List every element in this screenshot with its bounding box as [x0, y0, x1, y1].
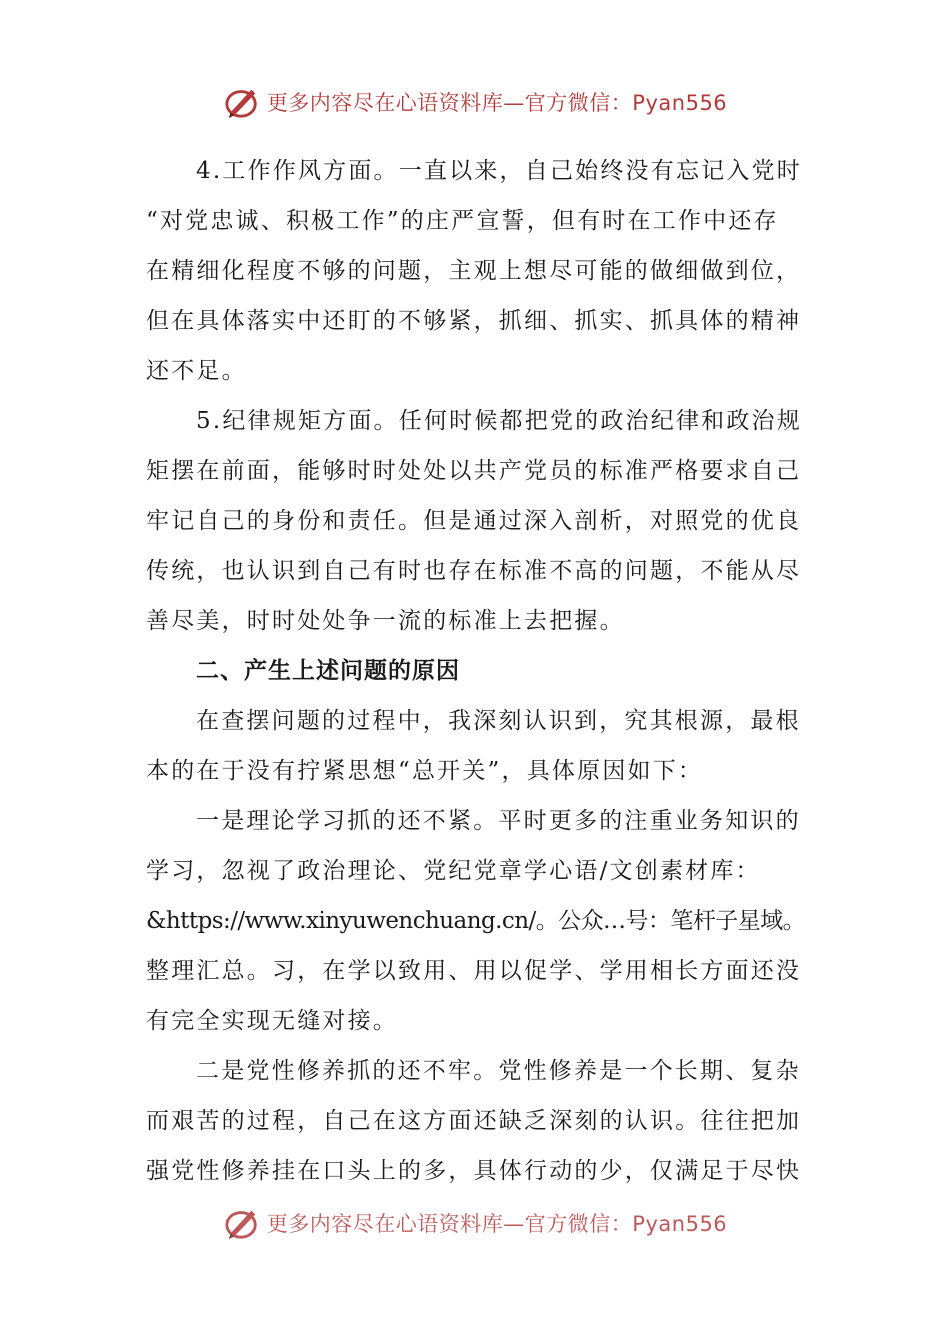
text-line: 善尽美，时时处处争一流的标准上去把握。 [146, 608, 625, 634]
text-line: 强党性修养挂在口头上的多，具体行动的少，仅满足于尽快 [146, 1158, 802, 1184]
watermark-text: 更多内容尽在心语资料库—官方微信：Pyan556 [266, 91, 728, 115]
text-line: 二是党性修养抓的还不牢。党性修养是一个长期、复杂 [196, 1058, 801, 1084]
watermark-banner-top [0, 82, 950, 122]
text-line: 牢记自己的身份和责任。但是通过深入剖析，对照党的优良 [146, 508, 802, 534]
text-line: “对党忠诚、积极工作”的庄严宣誓，但有时在工作中还存 [146, 208, 779, 234]
text-line: 传统，也认识到自己有时也存在标准不高的问题，不能从尽 [146, 558, 802, 584]
text-line: 而艰苦的过程，自己在这方面还缺乏深刻的认识。往往把加 [146, 1108, 802, 1134]
watermark-banner-bottom [0, 1203, 950, 1243]
text-line: 本的在于没有拧紧思想“总开关”，具体原因如下： [146, 758, 704, 784]
text-line: 整理汇总。习，在学以致用、用以促学、学用相长方面还没 [146, 958, 802, 984]
text-line: 在精细化程度不够的问题，主观上想尽可能的做细做到位， [146, 258, 802, 284]
text-line: 5.纪律规矩方面。任何时候都把党的政治纪律和政治规 [196, 408, 802, 434]
text-line: 有完全实现无缝对接。 [146, 1008, 398, 1034]
text-line-url: &https://www.xinyuwenchuang.cn/。公众…号：笔杆子星域。 [146, 908, 806, 934]
text-line: 矩摆在前面，能够时时处处以共产党员的标准严格要求自己 [146, 458, 802, 484]
text-line: 学习，忽视了政治理论、党纪党章学心语/文创素材库： [146, 858, 761, 884]
text-line: 一是理论学习抓的还不紧。平时更多的注重业务知识的 [196, 808, 801, 834]
text-line: 4.工作作风方面。一直以来，自己始终没有忘记入党时 [196, 158, 802, 184]
text-line: 但在具体落实中还盯的不够紧，抓细、抓实、抓具体的精神 [146, 308, 802, 334]
text-line: 还不足。 [146, 358, 247, 384]
text-line: 在查摆问题的过程中，我深刻认识到，究其根源，最根 [196, 708, 801, 734]
watermark-text: 更多内容尽在心语资料库—官方微信：Pyan556 [266, 1212, 728, 1236]
pen-logo-icon [223, 84, 261, 120]
pen-logo-icon [223, 1205, 261, 1241]
section-heading: 二、产生上述问题的原因 [196, 658, 460, 684]
document-body [146, 146, 812, 1196]
